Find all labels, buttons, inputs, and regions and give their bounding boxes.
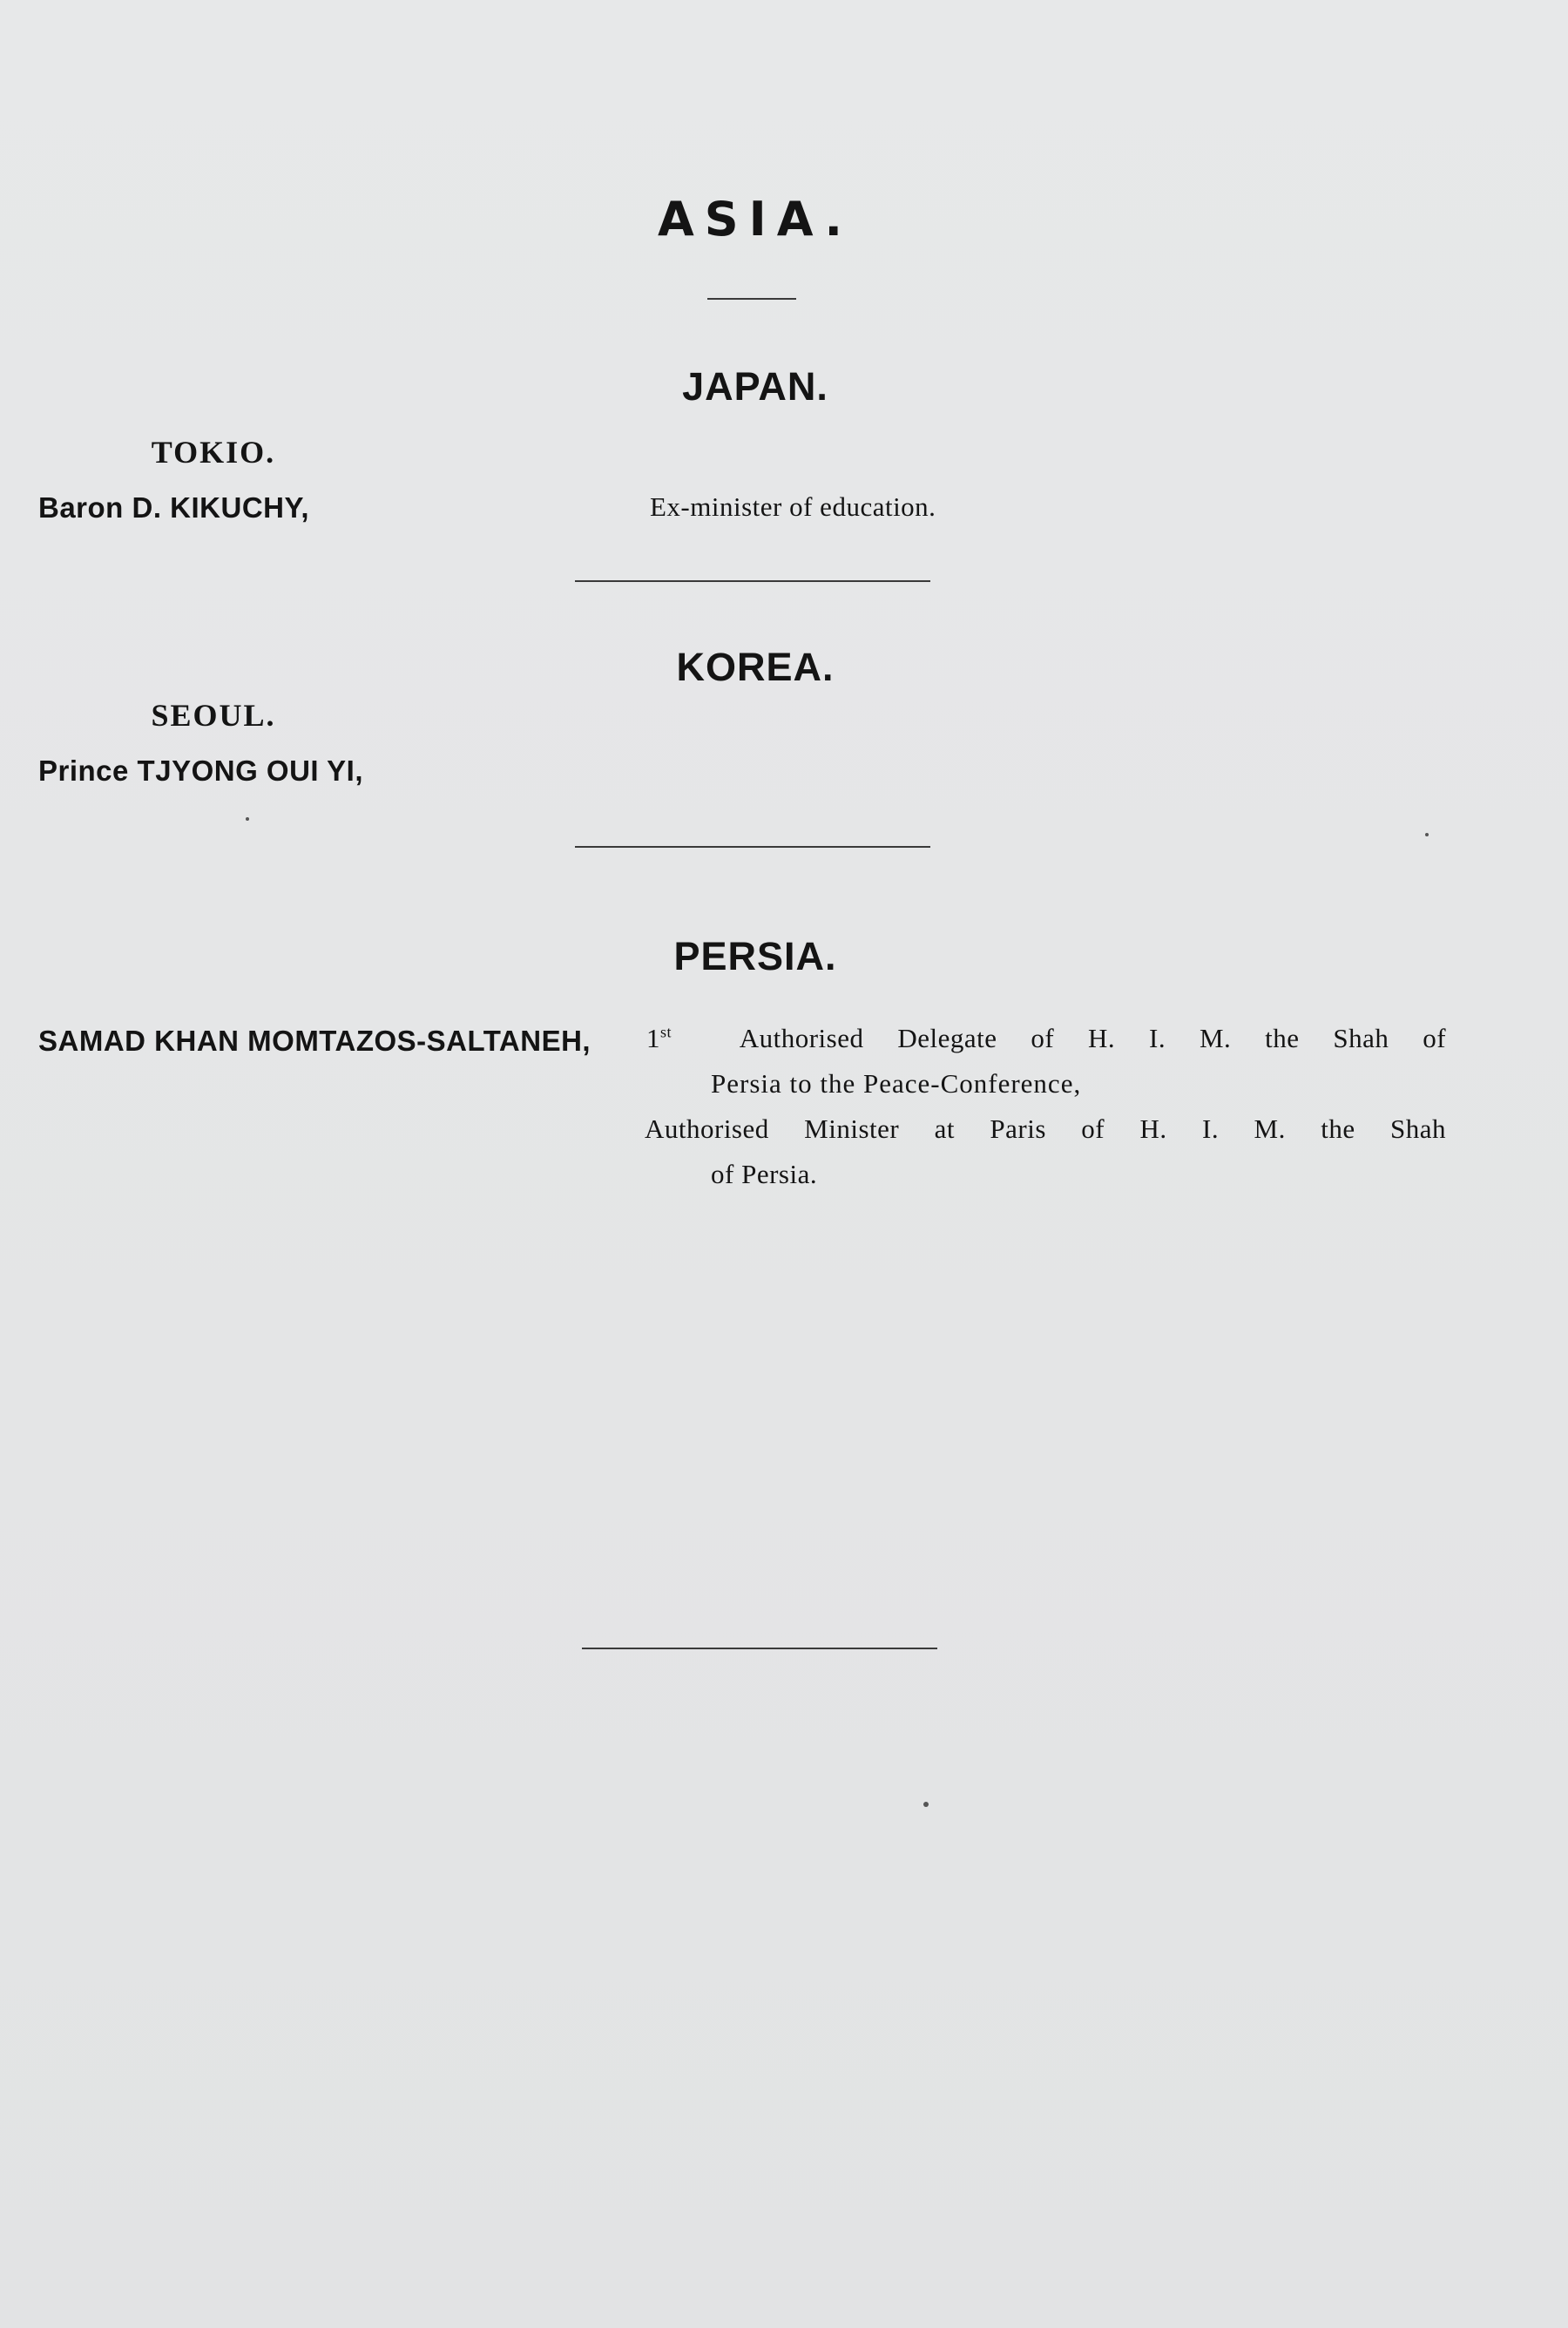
delegate-role-persia-line-3: Authorised Minister at Paris of H. I. M. the Shah [645, 1113, 1446, 1144]
role-ordinal-suffix: st [660, 1023, 672, 1041]
city-tokio: TOKIO. [151, 435, 276, 470]
city-seoul: SEOUL. [151, 698, 276, 733]
country-heading-japan: JAPAN. [682, 364, 828, 409]
bottom-divider [582, 1648, 937, 1649]
section-divider-japan [575, 580, 930, 582]
print-speck [1425, 833, 1429, 836]
delegate-role-persia-line-4: of Persia. [711, 1159, 818, 1189]
role-ordinal: 1 [646, 1023, 660, 1053]
role-line-text: Authorised Delegate of H. I. M. the Shah of [739, 1023, 1447, 1053]
print-speck [923, 1802, 929, 1807]
country-heading-korea: KOREA. [676, 645, 835, 689]
country-heading-persia: PERSIA. [673, 934, 837, 978]
continent-title: ASIA. [657, 192, 854, 247]
print-speck [246, 817, 249, 821]
delegate-name-japan: Baron D. KIKUCHY, [38, 491, 310, 524]
delegate-name-korea: Prince TJYONG OUI YI, [38, 755, 364, 787]
section-divider-korea [575, 846, 930, 848]
delegate-role-persia-line-1 [646, 1023, 1446, 1054]
delegate-role-persia-line-2: Persia to the Peace-Conference, [711, 1068, 1082, 1099]
delegate-name-persia: SAMAD KHAN MOMTAZOS-SALTANEH, [38, 1025, 591, 1057]
title-divider [707, 298, 796, 300]
delegate-role-japan: Ex-minister of education. [650, 491, 936, 522]
